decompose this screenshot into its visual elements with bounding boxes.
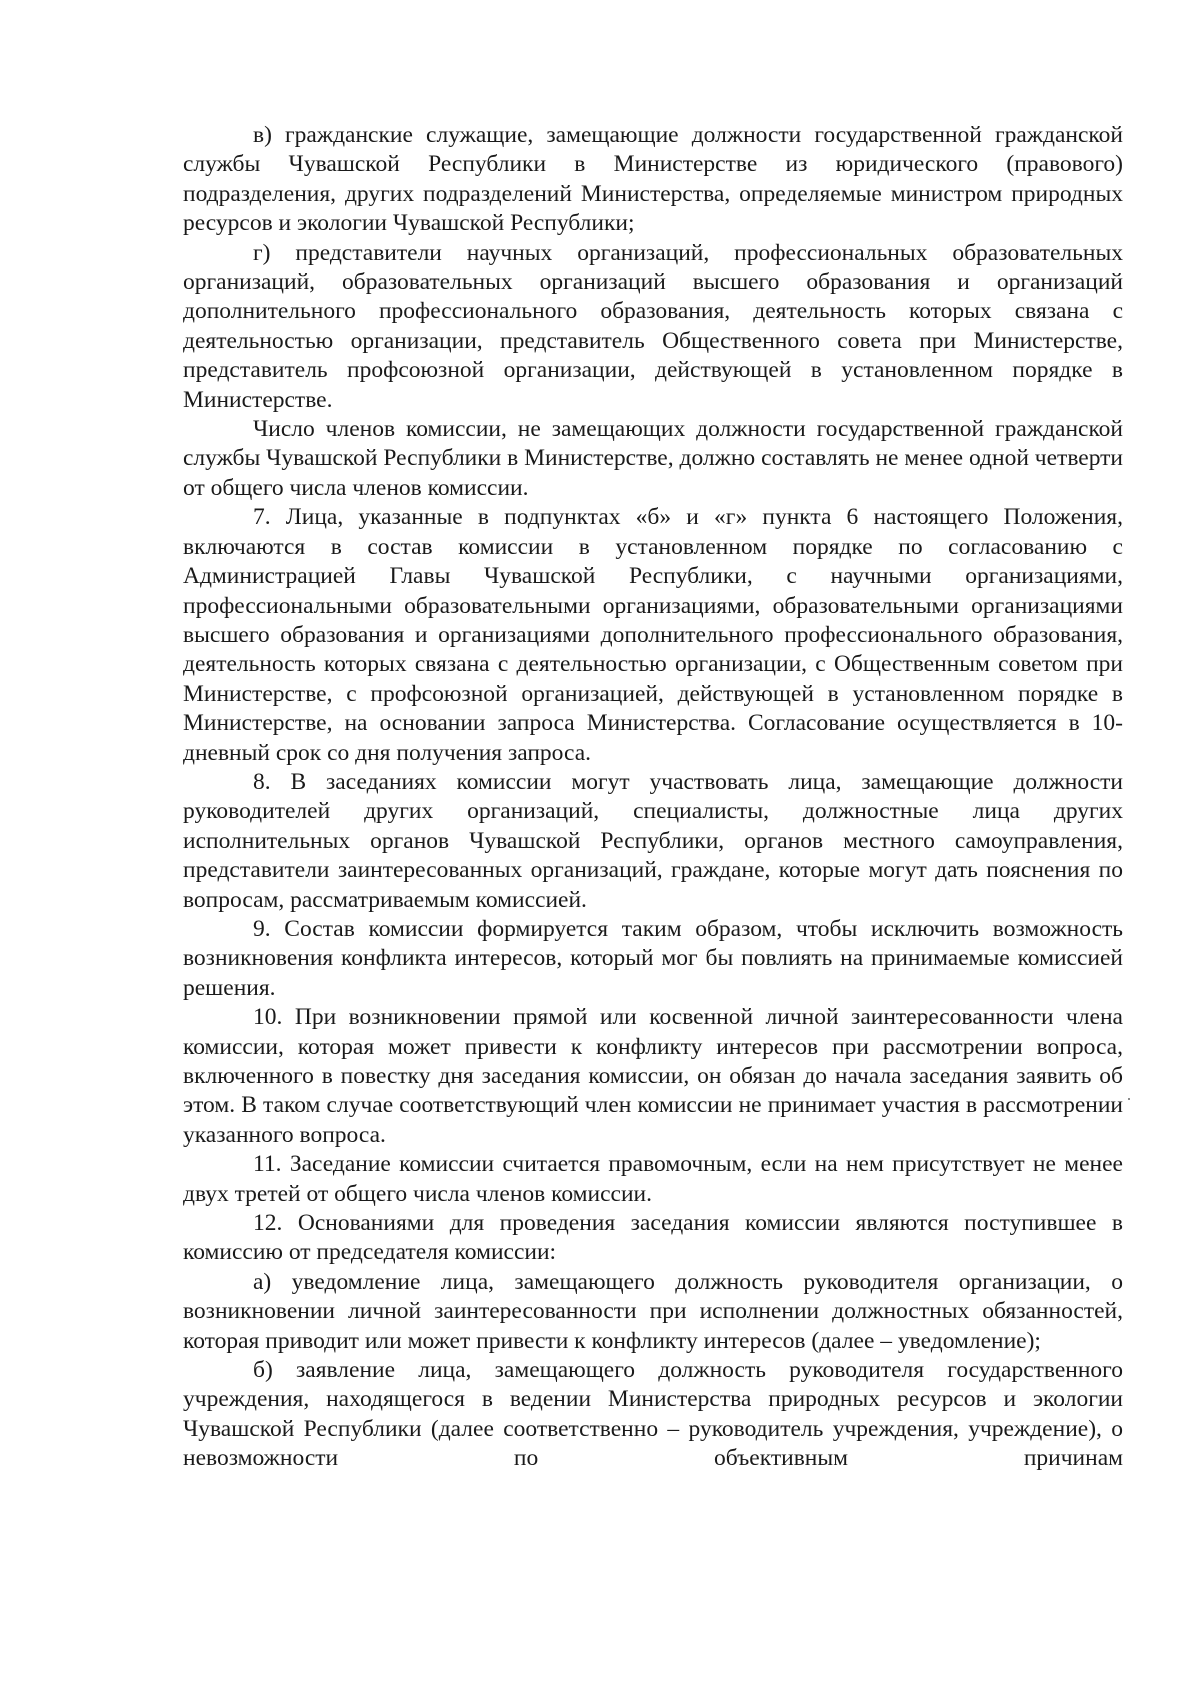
paragraph-12: 12. Основаниями для проведения заседания комиссии являются поступившее в комиссию от председателя комиссии: [183, 1210, 1123, 1266]
document-page [183, 121, 1123, 1474]
paragraph-9: 9. Состав комиссии формируется таким образом, чтобы исключить возможность возникновения конфликта интересов, который мог бы повлиять на принимаемые комиссией решения. [183, 915, 1123, 1001]
paragraph-6g-representatives: г) представители научных организаций, профессиональных образовательных организаций, образовательных организаций высшего образования и организаций дополнительного профессионального образования, деятельность которых связана с деятельностью организации, представитель Общественного совета при Министерстве, представитель профсоюзной организации, действующей в установленном порядке в Министерстве. [183, 239, 1123, 413]
paragraph-6v-civil-servants: в) гражданские служащие, замещающие должности государственной гражданской службы Чувашской Республики в Министерстве из юридического (правового) подразделения, других подразделений Министерства, определяемые министром природных ресурсов и экологии Чувашской Республики; [183, 122, 1123, 237]
scan-speck [1128, 1098, 1130, 1100]
paragraph-10: 10. При возникновении прямой или косвенной личной заинтересованности члена комиссии, которая может привести к конфликту интересов при рассмотрении вопроса, включенного в повестку дня заседания комиссии, он обязан до начала заседания заявить об этом. В таком случае соответствующий член комиссии не принимает участия в рассмотрении указанного вопроса. [183, 1004, 1123, 1148]
paragraph-member-count: Число членов комиссии, не замещающих должности государственной гражданской службы Чувашской Республики в Министерстве, должно составлять не менее одной четверти от общего числа членов комиссии. [183, 416, 1123, 501]
paragraph-8: 8. В заседаниях комиссии могут участвовать лица, замещающие должности руководителей других организаций, специалисты, должностные лица других исполнительных органов Чувашской Республики, органов местного самоуправления, представители заинтересованных организаций, граждане, которые могут дать пояснения по вопросам, рассматриваемым комиссией. [183, 768, 1123, 913]
paragraph-7: 7. Лица, указанные в подпунктах «б» и «г» пункта 6 настоящего Положения, включаются в состав комиссии в установленном порядке по согласованию с Администрацией Главы Чувашской Республики, с научными организациями, профессиональными образовательными организациями, образовательными организациями высшего образования и организациями дополнительного профессионального образования, деятельность которых связана с деятельностью организации, с Общественным советом при Министерстве, с профсоюзной организацией, действующей в установленном порядке в Министерстве, на основании запроса Министерства. Согласование осуществляется в 10-дневный срок со дня получения запроса. [183, 504, 1123, 766]
paragraph-12a: а) уведомление лица, замещающего должность руководителя организации, о возникновении личной заинтересованности при исполнении должностных обязанностей, которая приводит или может привести к конфликту интересов (далее – уведомление); [183, 1268, 1123, 1354]
paragraph-12b: б) заявление лица, замещающего должность руководителя государственного учреждения, находящегося в ведении Министерства природных ресурсов и экологии Чувашской Республики (далее соответственно – руководитель учреждения, учреждение), о невозможности по объективным причинам [183, 1357, 1123, 1472]
paragraph-11: 11. Заседание комиссии считается правомочным, если на нем присутствует не менее двух третей от общего числа членов комиссии. [183, 1151, 1123, 1207]
